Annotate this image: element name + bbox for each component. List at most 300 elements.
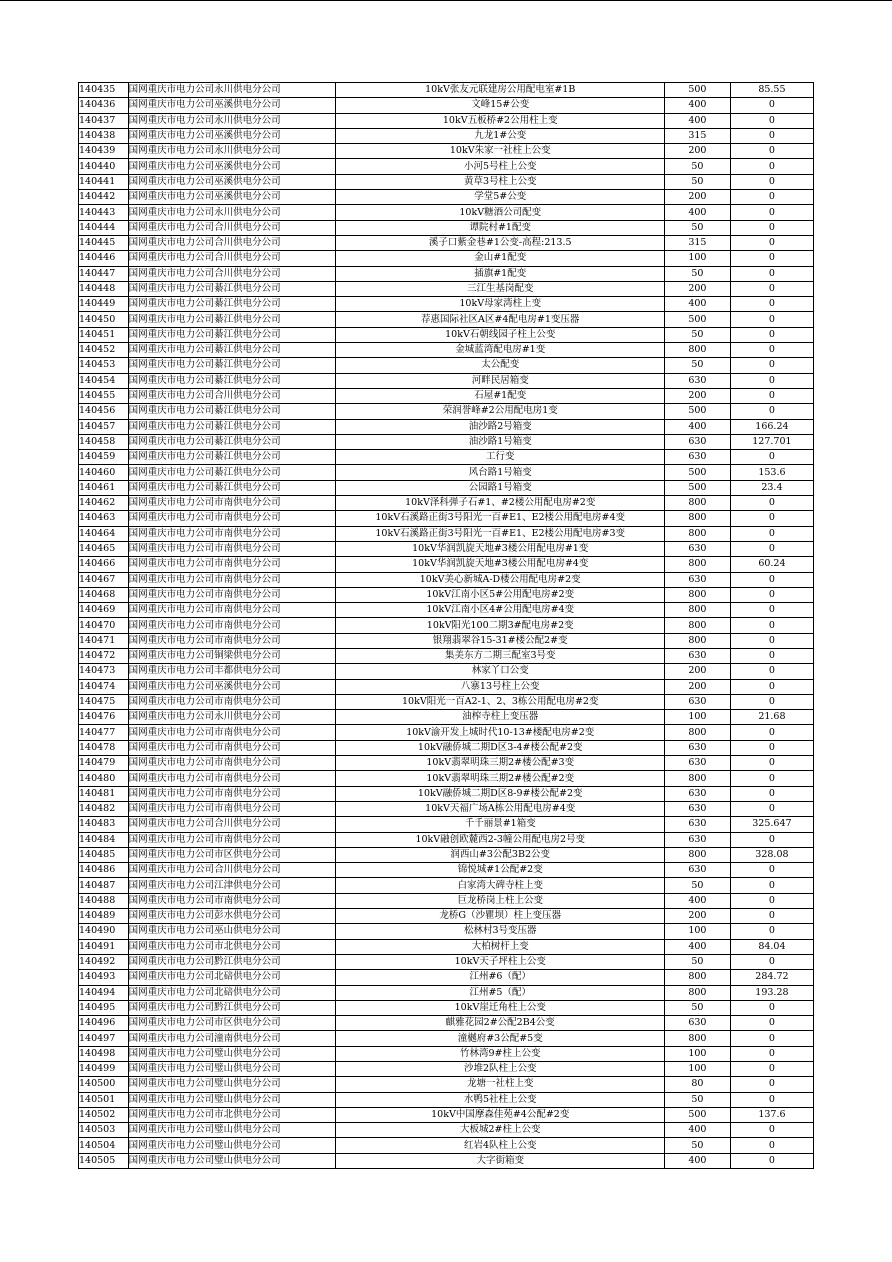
table-row xyxy=(79,832,814,847)
row-name-cell: 锦悦城#1公配#2变 xyxy=(336,863,664,878)
table-row xyxy=(79,1046,814,1061)
row-name-cell: 10kV融侨城二期D区3-4#楼公配#2变 xyxy=(336,740,664,755)
table-row xyxy=(79,235,814,250)
row-value-cell: 0 xyxy=(730,312,813,327)
table-row xyxy=(79,970,814,985)
row-unit-cell: 国网重庆市电力公司市南供电分公司 xyxy=(128,557,336,572)
row-id-cell: 140487 xyxy=(79,878,129,893)
row-unit-cell: 国网重庆市电力公司黔江供电分公司 xyxy=(128,954,336,969)
table-row xyxy=(79,572,814,587)
row-id-cell: 140498 xyxy=(79,1046,129,1061)
row-unit-cell: 国网重庆市电力公司永川供电分公司 xyxy=(128,205,336,220)
row-unit-cell: 国网重庆市电力公司市南供电分公司 xyxy=(128,893,336,908)
row-id-cell: 140456 xyxy=(79,404,129,419)
row-id-cell: 140494 xyxy=(79,985,129,1000)
row-capacity-cell: 400 xyxy=(664,113,730,128)
row-value-cell: 0 xyxy=(730,190,813,205)
row-id-cell: 140442 xyxy=(79,190,129,205)
table-row xyxy=(79,450,814,465)
row-value-cell: 0 xyxy=(730,924,813,939)
row-name-cell: 八寨13号柱上公变 xyxy=(336,679,664,694)
row-value-cell: 0 xyxy=(730,526,813,541)
row-name-cell: 大字街箱变 xyxy=(336,1153,664,1168)
row-name-cell: 10kV崖迁角柱上公变 xyxy=(336,1000,664,1015)
row-id-cell: 140467 xyxy=(79,572,129,587)
row-value-cell: 0 xyxy=(730,725,813,740)
table-row xyxy=(79,373,814,388)
row-unit-cell: 国网重庆市电力公司合川供电分公司 xyxy=(128,266,336,281)
row-name-cell: 集美东方二期三配室3号变 xyxy=(336,648,664,663)
row-unit-cell: 国网重庆市电力公司黔江供电分公司 xyxy=(128,1000,336,1015)
row-capacity-cell: 500 xyxy=(664,1107,730,1122)
table-row xyxy=(79,128,814,143)
row-id-cell: 140488 xyxy=(79,893,129,908)
row-capacity-cell: 800 xyxy=(664,511,730,526)
row-id-cell: 140450 xyxy=(79,312,129,327)
row-name-cell: 插旗#1配变 xyxy=(336,266,664,281)
table-row xyxy=(79,603,814,618)
row-name-cell: 10kV泽科弹子石#1、#2楼公用配电房#2变 xyxy=(336,496,664,511)
row-name-cell: 松林村3号变压器 xyxy=(336,924,664,939)
row-value-cell: 153.6 xyxy=(730,465,813,480)
row-value-cell: 284.72 xyxy=(730,970,813,985)
row-unit-cell: 国网重庆市电力公司市南供电分公司 xyxy=(128,725,336,740)
row-capacity-cell: 630 xyxy=(664,450,730,465)
row-value-cell: 0 xyxy=(730,511,813,526)
row-unit-cell: 国网重庆市电力公司巫溪供电分公司 xyxy=(128,98,336,113)
row-value-cell: 84.04 xyxy=(730,939,813,954)
row-name-cell: 润西山#3公配3B2公变 xyxy=(336,847,664,862)
row-value-cell: 0 xyxy=(730,740,813,755)
table-row xyxy=(79,1092,814,1107)
row-unit-cell: 国网重庆市电力公司合川供电分公司 xyxy=(128,235,336,250)
row-unit-cell: 国网重庆市电力公司綦江供电分公司 xyxy=(128,465,336,480)
row-name-cell: 油沙路2号箱变 xyxy=(336,419,664,434)
table-row xyxy=(79,358,814,373)
row-capacity-cell: 800 xyxy=(664,847,730,862)
table-row xyxy=(79,756,814,771)
row-unit-cell: 国网重庆市电力公司綦江供电分公司 xyxy=(128,297,336,312)
row-capacity-cell: 630 xyxy=(664,863,730,878)
row-unit-cell: 国网重庆市电力公司綦江供电分公司 xyxy=(128,434,336,449)
table-row xyxy=(79,557,814,572)
row-value-cell: 0 xyxy=(730,664,813,679)
row-id-cell: 140470 xyxy=(79,618,129,633)
table-row xyxy=(79,1107,814,1122)
table-row xyxy=(79,434,814,449)
row-name-cell: 巨龙桥岗上柱上公变 xyxy=(336,893,664,908)
row-name-cell: 三江生基岗配变 xyxy=(336,281,664,296)
row-id-cell: 140460 xyxy=(79,465,129,480)
table-row xyxy=(79,740,814,755)
row-name-cell: 江州#6（配） xyxy=(336,970,664,985)
table-row xyxy=(79,633,814,648)
row-id-cell: 140443 xyxy=(79,205,129,220)
table-row xyxy=(79,419,814,434)
row-name-cell: 白家湾大碑寺柱上变 xyxy=(336,878,664,893)
row-unit-cell: 国网重庆市电力公司彭水供电分公司 xyxy=(128,909,336,924)
row-value-cell: 0 xyxy=(730,1016,813,1031)
table-row xyxy=(79,1138,814,1153)
row-id-cell: 140503 xyxy=(79,1123,129,1138)
row-value-cell: 0 xyxy=(730,633,813,648)
transformer-table xyxy=(78,82,814,1169)
row-capacity-cell: 50 xyxy=(664,220,730,235)
row-name-cell: 小河5号柱上公变 xyxy=(336,159,664,174)
row-unit-cell: 国网重庆市电力公司市南供电分公司 xyxy=(128,801,336,816)
table-body xyxy=(79,83,814,1169)
table-row xyxy=(79,496,814,511)
row-name-cell: 麒雅花园2#公配2B4公变 xyxy=(336,1016,664,1031)
row-value-cell: 0 xyxy=(730,373,813,388)
row-id-cell: 140500 xyxy=(79,1077,129,1092)
row-value-cell: 0 xyxy=(730,174,813,189)
row-value-cell: 0 xyxy=(730,771,813,786)
row-name-cell: 10kV天子坪柱上公变 xyxy=(336,954,664,969)
row-value-cell: 0 xyxy=(730,618,813,633)
table-row xyxy=(79,587,814,602)
row-capacity-cell: 100 xyxy=(664,1062,730,1077)
row-value-cell: 0 xyxy=(730,343,813,358)
table-row xyxy=(79,664,814,679)
row-id-cell: 140485 xyxy=(79,847,129,862)
row-capacity-cell: 500 xyxy=(664,312,730,327)
row-value-cell: 0 xyxy=(730,1092,813,1107)
row-capacity-cell: 50 xyxy=(664,358,730,373)
row-unit-cell: 国网重庆市电力公司綦江供电分公司 xyxy=(128,281,336,296)
table-row xyxy=(79,343,814,358)
row-name-cell: 林家丫口公变 xyxy=(336,664,664,679)
row-value-cell: 325.647 xyxy=(730,817,813,832)
row-id-cell: 140451 xyxy=(79,327,129,342)
row-capacity-cell: 630 xyxy=(664,801,730,816)
table-row xyxy=(79,847,814,862)
row-capacity-cell: 400 xyxy=(664,893,730,908)
row-id-cell: 140469 xyxy=(79,603,129,618)
row-capacity-cell: 50 xyxy=(664,1000,730,1015)
row-capacity-cell: 800 xyxy=(664,970,730,985)
row-name-cell: 谭院村#1配变 xyxy=(336,220,664,235)
table-row xyxy=(79,648,814,663)
row-id-cell: 140480 xyxy=(79,771,129,786)
row-capacity-cell: 400 xyxy=(664,98,730,113)
row-capacity-cell: 50 xyxy=(664,954,730,969)
table-row xyxy=(79,939,814,954)
table-row xyxy=(79,954,814,969)
row-capacity-cell: 400 xyxy=(664,419,730,434)
row-id-cell: 140468 xyxy=(79,587,129,602)
row-unit-cell: 国网重庆市电力公司市南供电分公司 xyxy=(128,496,336,511)
row-unit-cell: 国网重庆市电力公司綦江供电分公司 xyxy=(128,358,336,373)
row-unit-cell: 国网重庆市电力公司市南供电分公司 xyxy=(128,694,336,709)
row-value-cell: 0 xyxy=(730,909,813,924)
table-row xyxy=(79,312,814,327)
row-name-cell: 大板城2#柱上公变 xyxy=(336,1123,664,1138)
row-id-cell: 140458 xyxy=(79,434,129,449)
table-row xyxy=(79,526,814,541)
row-unit-cell: 国网重庆市电力公司市南供电分公司 xyxy=(128,756,336,771)
row-capacity-cell: 400 xyxy=(664,939,730,954)
row-id-cell: 140435 xyxy=(79,83,129,98)
row-capacity-cell: 100 xyxy=(664,251,730,266)
row-name-cell: 10kV阳光100二期3#配电房#2变 xyxy=(336,618,664,633)
row-unit-cell: 国网重庆市电力公司市南供电分公司 xyxy=(128,587,336,602)
row-name-cell: 10kV华润凯旋天地#3楼公用配电房#4变 xyxy=(336,557,664,572)
row-unit-cell: 国网重庆市电力公司市南供电分公司 xyxy=(128,633,336,648)
row-id-cell: 140441 xyxy=(79,174,129,189)
row-value-cell: 0 xyxy=(730,603,813,618)
row-name-cell: 河畔民居箱变 xyxy=(336,373,664,388)
table-row xyxy=(79,817,814,832)
row-unit-cell: 国网重庆市电力公司巫溪供电分公司 xyxy=(128,679,336,694)
row-id-cell: 140462 xyxy=(79,496,129,511)
row-value-cell: 0 xyxy=(730,144,813,159)
row-name-cell: 金城蓝湾配电房#1变 xyxy=(336,343,664,358)
row-name-cell: 10kV江南小区5#公用配电房#2变 xyxy=(336,587,664,602)
row-value-cell: 0 xyxy=(730,281,813,296)
row-id-cell: 140481 xyxy=(79,786,129,801)
row-name-cell: 千千丽景#1箱变 xyxy=(336,817,664,832)
table-row xyxy=(79,618,814,633)
row-unit-cell: 国网重庆市电力公司市南供电分公司 xyxy=(128,511,336,526)
row-unit-cell: 国网重庆市电力公司江津供电分公司 xyxy=(128,878,336,893)
row-unit-cell: 国网重庆市电力公司北碚供电分公司 xyxy=(128,985,336,1000)
row-unit-cell: 国网重庆市电力公司永川供电分公司 xyxy=(128,144,336,159)
row-value-cell: 0 xyxy=(730,954,813,969)
row-capacity-cell: 200 xyxy=(664,190,730,205)
row-unit-cell: 国网重庆市电力公司璧山供电分公司 xyxy=(128,1123,336,1138)
row-capacity-cell: 800 xyxy=(664,618,730,633)
row-name-cell: 10kV融侨城二期D区8-9#楼公配#2变 xyxy=(336,786,664,801)
row-id-cell: 140474 xyxy=(79,679,129,694)
table-row xyxy=(79,878,814,893)
row-unit-cell: 国网重庆市电力公司市南供电分公司 xyxy=(128,526,336,541)
row-id-cell: 140463 xyxy=(79,511,129,526)
row-value-cell: 0 xyxy=(730,205,813,220)
row-name-cell: 溪子口紫金巷#1公变-高程:213.5 xyxy=(336,235,664,250)
row-value-cell: 0 xyxy=(730,98,813,113)
row-id-cell: 140478 xyxy=(79,740,129,755)
row-id-cell: 140446 xyxy=(79,251,129,266)
table-row xyxy=(79,297,814,312)
row-value-cell: 0 xyxy=(730,128,813,143)
row-name-cell: 太公配变 xyxy=(336,358,664,373)
table-row xyxy=(79,679,814,694)
table-row xyxy=(79,388,814,403)
row-value-cell: 60.24 xyxy=(730,557,813,572)
row-value-cell: 23.4 xyxy=(730,480,813,495)
table-row xyxy=(79,404,814,419)
row-value-cell: 85.55 xyxy=(730,83,813,98)
row-capacity-cell: 500 xyxy=(664,83,730,98)
row-name-cell: 10kV翡翠明珠三期2#楼公配#3变 xyxy=(336,756,664,771)
row-unit-cell: 国网重庆市电力公司巫溪供电分公司 xyxy=(128,128,336,143)
row-id-cell: 140452 xyxy=(79,343,129,358)
row-id-cell: 140491 xyxy=(79,939,129,954)
row-unit-cell: 国网重庆市电力公司市南供电分公司 xyxy=(128,618,336,633)
row-unit-cell: 国网重庆市电力公司巫溪供电分公司 xyxy=(128,190,336,205)
table-row xyxy=(79,725,814,740)
row-name-cell: 风台路1号箱变 xyxy=(336,465,664,480)
row-value-cell: 0 xyxy=(730,297,813,312)
row-id-cell: 140461 xyxy=(79,480,129,495)
row-name-cell: 荣润誉峰#2公用配电房1变 xyxy=(336,404,664,419)
row-value-cell: 0 xyxy=(730,1062,813,1077)
row-capacity-cell: 400 xyxy=(664,297,730,312)
row-id-cell: 140504 xyxy=(79,1138,129,1153)
row-id-cell: 140473 xyxy=(79,664,129,679)
row-capacity-cell: 800 xyxy=(664,496,730,511)
row-capacity-cell: 800 xyxy=(664,985,730,1000)
row-capacity-cell: 100 xyxy=(664,924,730,939)
row-value-cell: 0 xyxy=(730,235,813,250)
row-value-cell: 0 xyxy=(730,1046,813,1061)
table-row xyxy=(79,909,814,924)
row-capacity-cell: 200 xyxy=(664,909,730,924)
row-value-cell: 0 xyxy=(730,327,813,342)
row-capacity-cell: 800 xyxy=(664,526,730,541)
row-name-cell: 10kV天福广场A栋公用配电房#4变 xyxy=(336,801,664,816)
row-value-cell: 127.701 xyxy=(730,434,813,449)
row-id-cell: 140475 xyxy=(79,694,129,709)
table-row xyxy=(79,863,814,878)
row-name-cell: 红岩4队柱上公变 xyxy=(336,1138,664,1153)
row-name-cell: 学堂5#公变 xyxy=(336,190,664,205)
row-id-cell: 140484 xyxy=(79,832,129,847)
row-capacity-cell: 315 xyxy=(664,128,730,143)
row-value-cell: 0 xyxy=(730,541,813,556)
table-row xyxy=(79,144,814,159)
row-capacity-cell: 80 xyxy=(664,1077,730,1092)
row-name-cell: 文峰15#公变 xyxy=(336,98,664,113)
row-id-cell: 140490 xyxy=(79,924,129,939)
row-id-cell: 140505 xyxy=(79,1153,129,1168)
row-capacity-cell: 50 xyxy=(664,1092,730,1107)
row-capacity-cell: 50 xyxy=(664,1138,730,1153)
row-capacity-cell: 630 xyxy=(664,1016,730,1031)
table-row xyxy=(79,1077,814,1092)
row-unit-cell: 国网重庆市电力公司市南供电分公司 xyxy=(128,541,336,556)
row-capacity-cell: 500 xyxy=(664,404,730,419)
table-row xyxy=(79,98,814,113)
table-row xyxy=(79,1123,814,1138)
row-id-cell: 140495 xyxy=(79,1000,129,1015)
row-id-cell: 140492 xyxy=(79,954,129,969)
row-value-cell: 0 xyxy=(730,1153,813,1168)
row-unit-cell: 国网重庆市电力公司合川供电分公司 xyxy=(128,388,336,403)
row-name-cell: 荐惠国际社区A区#4配电房#1变压器 xyxy=(336,312,664,327)
row-name-cell: 10kV五板桥#2公用柱上变 xyxy=(336,113,664,128)
row-capacity-cell: 200 xyxy=(664,679,730,694)
row-unit-cell: 国网重庆市电力公司璧山供电分公司 xyxy=(128,1153,336,1168)
row-unit-cell: 国网重庆市电力公司市北供电分公司 xyxy=(128,1107,336,1122)
row-capacity-cell: 800 xyxy=(664,557,730,572)
row-value-cell: 0 xyxy=(730,358,813,373)
row-id-cell: 140482 xyxy=(79,801,129,816)
row-unit-cell: 国网重庆市电力公司巫溪供电分公司 xyxy=(128,174,336,189)
table-row xyxy=(79,1000,814,1015)
row-name-cell: 竹林湾9#柱上公变 xyxy=(336,1046,664,1061)
row-unit-cell: 国网重庆市电力公司丰都供电分公司 xyxy=(128,664,336,679)
row-name-cell: 江州#5（配） xyxy=(336,985,664,1000)
table-row xyxy=(79,1016,814,1031)
row-capacity-cell: 400 xyxy=(664,1153,730,1168)
table-row xyxy=(79,266,814,281)
row-capacity-cell: 630 xyxy=(664,786,730,801)
row-unit-cell: 国网重庆市电力公司永川供电分公司 xyxy=(128,83,336,98)
row-id-cell: 140476 xyxy=(79,710,129,725)
row-id-cell: 140465 xyxy=(79,541,129,556)
row-capacity-cell: 800 xyxy=(664,771,730,786)
row-value-cell: 0 xyxy=(730,1138,813,1153)
row-capacity-cell: 50 xyxy=(664,266,730,281)
row-name-cell: 10kV翡翠明珠三期2#楼公配#2变 xyxy=(336,771,664,786)
row-capacity-cell: 630 xyxy=(664,648,730,663)
row-id-cell: 140499 xyxy=(79,1062,129,1077)
page-top-rule xyxy=(0,0,892,1)
row-unit-cell: 国网重庆市电力公司璧山供电分公司 xyxy=(128,1046,336,1061)
row-unit-cell: 国网重庆市电力公司市北供电分公司 xyxy=(128,939,336,954)
row-capacity-cell: 630 xyxy=(664,373,730,388)
table-row xyxy=(79,83,814,98)
row-name-cell: 10kV阳光一百A2-1、2、3栋公用配电房#2变 xyxy=(336,694,664,709)
row-name-cell: 10kV融创欧麓西2-3幢公用配电房2号变 xyxy=(336,832,664,847)
row-capacity-cell: 400 xyxy=(664,1123,730,1138)
row-capacity-cell: 630 xyxy=(664,434,730,449)
row-capacity-cell: 200 xyxy=(664,388,730,403)
row-name-cell: 沙堆2队柱上公变 xyxy=(336,1062,664,1077)
row-id-cell: 140444 xyxy=(79,220,129,235)
row-name-cell: 10kV张友元联建房公用配电室#1B xyxy=(336,83,664,98)
row-id-cell: 140449 xyxy=(79,297,129,312)
row-unit-cell: 国网重庆市电力公司綦江供电分公司 xyxy=(128,480,336,495)
row-value-cell: 0 xyxy=(730,572,813,587)
row-id-cell: 140454 xyxy=(79,373,129,388)
row-name-cell: 油沙路1号箱变 xyxy=(336,434,664,449)
row-capacity-cell: 50 xyxy=(664,327,730,342)
table-row xyxy=(79,251,814,266)
row-capacity-cell: 500 xyxy=(664,480,730,495)
row-unit-cell: 国网重庆市电力公司巫山供电分公司 xyxy=(128,924,336,939)
row-value-cell: 0 xyxy=(730,450,813,465)
row-unit-cell: 国网重庆市电力公司綦江供电分公司 xyxy=(128,373,336,388)
row-unit-cell: 国网重庆市电力公司永川供电分公司 xyxy=(128,113,336,128)
row-unit-cell: 国网重庆市电力公司市区供电分公司 xyxy=(128,847,336,862)
row-value-cell: 0 xyxy=(730,587,813,602)
row-capacity-cell: 800 xyxy=(664,633,730,648)
row-id-cell: 140439 xyxy=(79,144,129,159)
row-value-cell: 0 xyxy=(730,832,813,847)
row-capacity-cell: 630 xyxy=(664,756,730,771)
row-capacity-cell: 315 xyxy=(664,235,730,250)
row-id-cell: 140440 xyxy=(79,159,129,174)
table-row xyxy=(79,281,814,296)
row-value-cell: 0 xyxy=(730,878,813,893)
row-value-cell: 0 xyxy=(730,251,813,266)
row-name-cell: 10kV糖酒公司配变 xyxy=(336,205,664,220)
row-id-cell: 140479 xyxy=(79,756,129,771)
row-value-cell: 0 xyxy=(730,893,813,908)
row-value-cell: 0 xyxy=(730,159,813,174)
table-row xyxy=(79,1153,814,1168)
table-row xyxy=(79,985,814,1000)
row-id-cell: 140496 xyxy=(79,1016,129,1031)
row-value-cell: 0 xyxy=(730,404,813,419)
row-value-cell: 166.24 xyxy=(730,419,813,434)
row-id-cell: 140459 xyxy=(79,450,129,465)
row-id-cell: 140453 xyxy=(79,358,129,373)
table-row xyxy=(79,541,814,556)
